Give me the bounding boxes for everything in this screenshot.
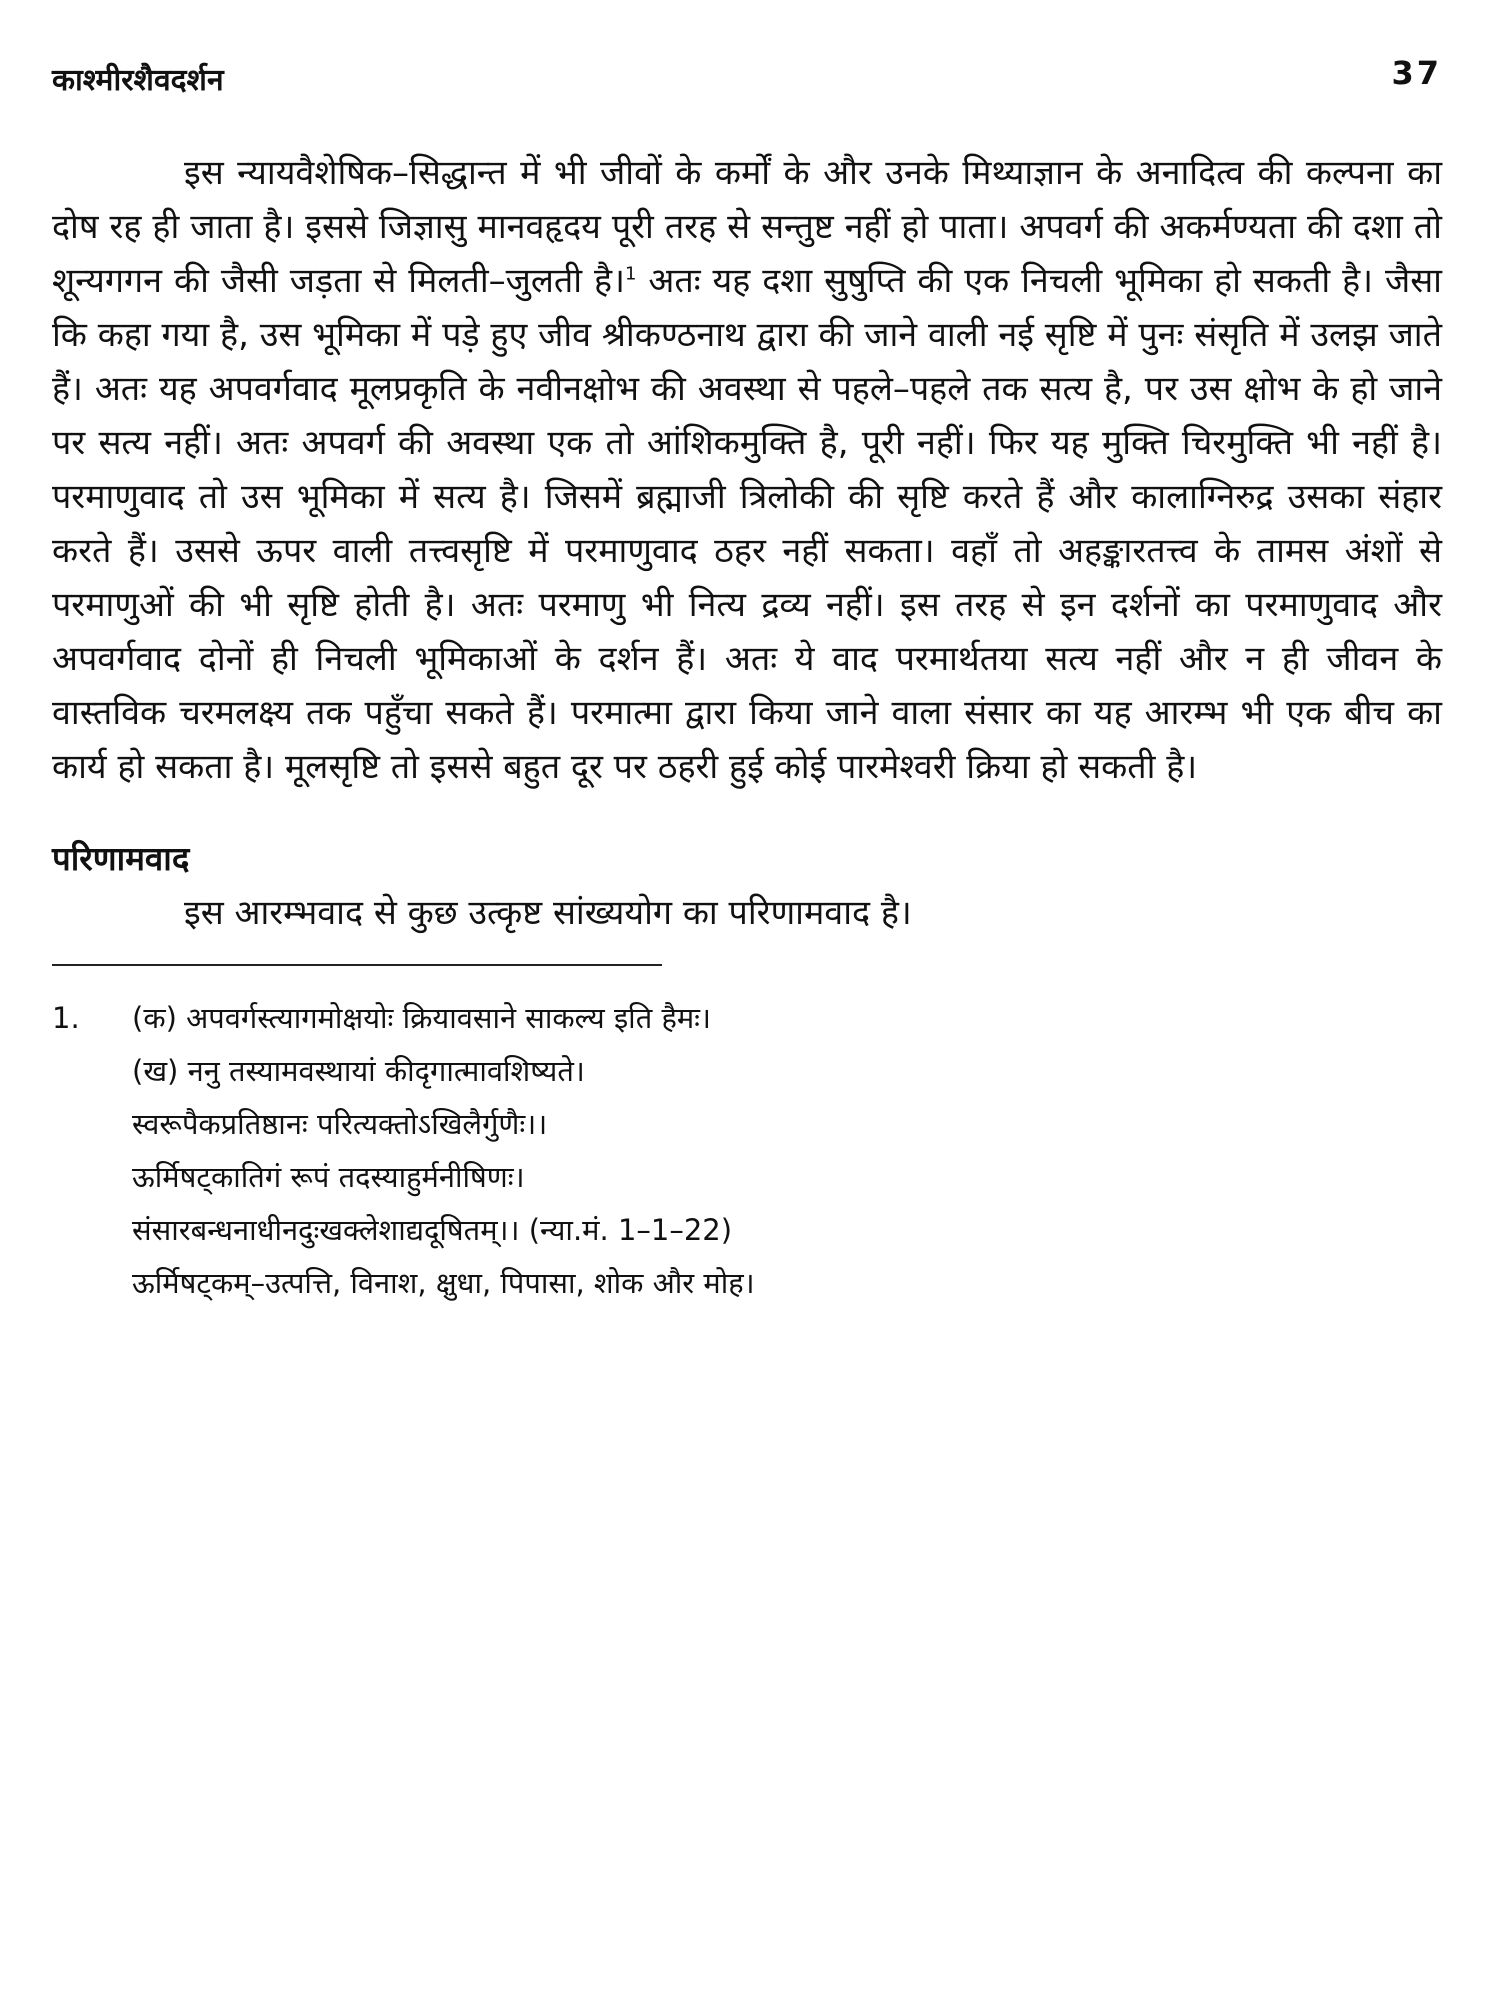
- footnote-line: (ख) ननु तस्यामवस्थायां कीदृगात्मावशिष्यते।: [132, 1054, 585, 1088]
- section-heading: परिणामवाद: [52, 839, 190, 878]
- paragraph-text-part-1: इस न्यायवैशेषिक–सिद्धान्त में भी जीवों के कर्मों के और उनके मिथ्याज्ञान के अनादित्व की कल्पना का दोष रह ही जाता है। इससे जिज्ञासु मानवहृदय पूरी तरह से सन्तुष्ट नहीं हो पाता। अपवर्ग की अकर्मण्यता की दशा तो शून्यगगन की जैसी जड़ता से मिलती–जुलती है।: [52, 153, 1442, 301]
- footnote-separator: [52, 964, 662, 966]
- footnote-line: स्वरूपैकप्रतिष्ठानः परित्यक्तोऽखिलैर्गुणैः।।: [132, 1107, 548, 1141]
- footnotes: [52, 992, 1442, 1310]
- paragraph-text-part-2: अतः यह दशा सुषुप्ति की एक निचली भूमिका हो सकती है। जैसा कि कहा गया है, उस भूमिका में पड़े हुए जीव श्रीकण्ठनाथ द्वारा की जाने वाली नई सृष्टि में पुनः संसृति में उलझ जाते हैं। अतः यह अपवर्गवाद मूलप्रकृति के नवीनक्षोभ की अवस्था से पहले–पहले तक सत्य है, पर उस क्षोभ के हो जाने पर सत्य नहीं। अतः अपवर्ग की अवस्था एक तो आंशिकमुक्ति है, पूरी नहीं। फिर यह मुक्ति चिरमुक्ति भी नहीं है। परमाणुवाद तो उस भूमिका में सत्य है। जिसमें ब्रह्माजी त्रिलोकी की सृष्टि करते हैं और कालाग्निरुद्र उसका संहार करते हैं। उससे ऊपर वाली तत्त्वसृष्टि में परमाणुवाद ठहर नहीं सकता। वहाँ तो अहङ्कारतत्त्व के तामस अंशों से परमाणुओं की भी सृष्टि होती है। अतः परमाणु भी नित्य द्रव्य नहीं। इस तरह से इन दर्शनों का परमाणुवाद और अपवर्गवाद दोनों ही निचली भूमिकाओं के दर्शन हैं। अतः ये वाद परमार्थतया सत्य नहीं और न ही जीवन के वास्तविक चरमलक्ष्य तक पहुँचा सकते हैं। परमात्मा द्वारा किया जाने वाला संसार का यह आरम्भ भी एक बीच का कार्य हो सकता है। मूलसृष्टि तो इससे बहुत दूर पर ठहरी हुई कोई पारमेश्वरी क्रिया हो सकती है।: [52, 261, 1442, 787]
- footnote-line: ऊर्मिषट्कम्–उत्पत्ति, विनाश, क्षुधा, पिपासा, शोक और मोह।: [132, 1266, 755, 1300]
- book-page: [52, 50, 1442, 1310]
- footnote-reference: 1: [624, 263, 637, 285]
- running-header: [52, 50, 1442, 110]
- page-number: 37: [1391, 54, 1442, 92]
- footnote-line: ऊर्मिषट्कातिगं रूपं तदस्याहुर्मनीषिणः।: [132, 1160, 525, 1194]
- section-paragraph: इस आरम्भवाद से कुछ उत्कृष्ट सांख्ययोग का परिणामवाद है।: [184, 893, 912, 933]
- footnote-number: 1.: [52, 1001, 80, 1035]
- book-title: काश्मीरशैवदर्शन: [52, 63, 224, 98]
- footnote-line: संसारबन्धनाधीनदुःखक्लेशाद्यदूषितम्।। (न्या.मं. 1–1–22): [132, 1213, 733, 1247]
- body-paragraph: [52, 146, 1442, 794]
- footnote-line: (क) अपवर्गस्त्यागमोक्षयोः क्रियावसाने साकल्य इति हैमः।: [132, 1001, 712, 1035]
